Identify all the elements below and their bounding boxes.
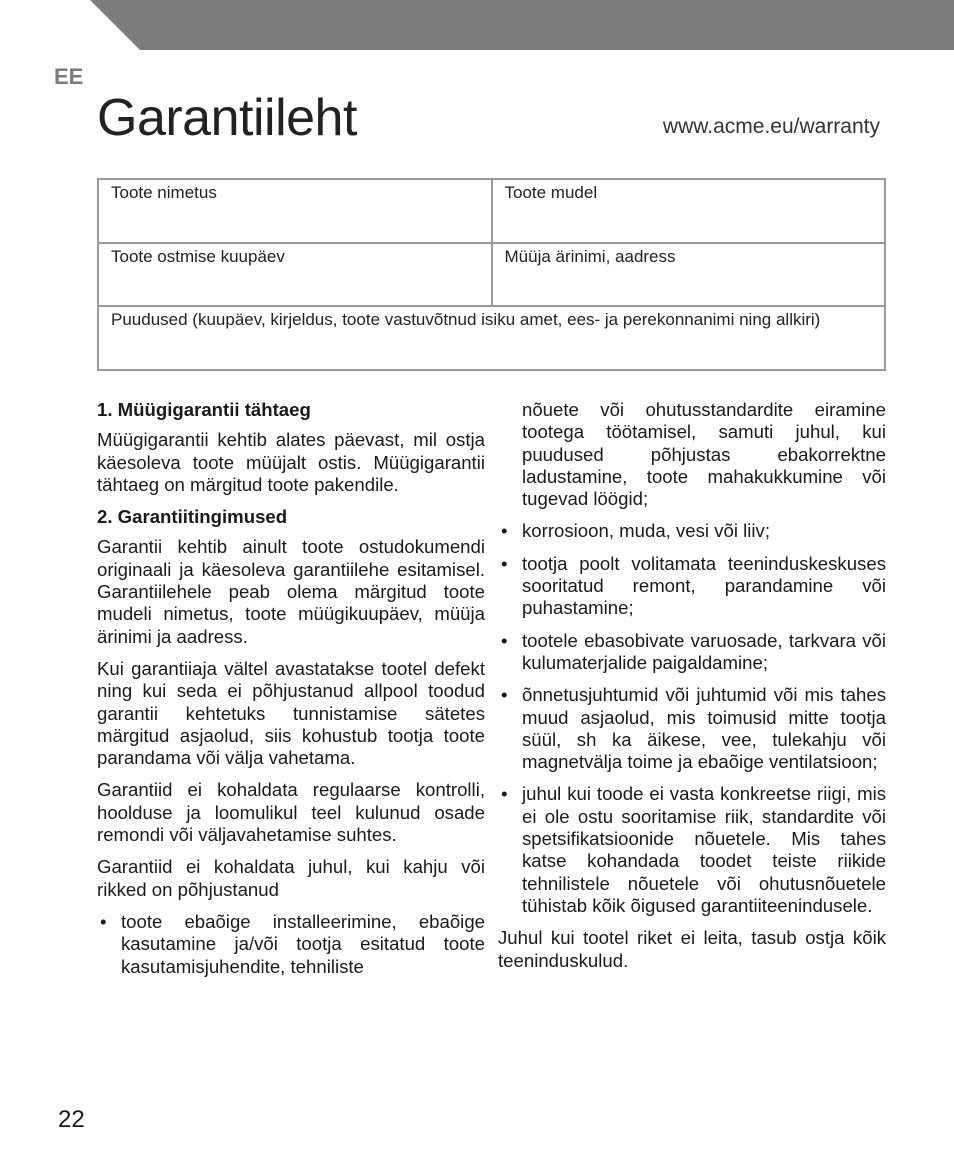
list-item-text: õnnetusjuhtumid või juhtumid või mis tahes muud asjaolud, mis toimusid mitte tootja süül, sh ka äikese, vee, tulekahju või magnetvälja toime ja ebaõige ventilatsioon; xyxy=(522,684,886,773)
product-model-label: Toote mudel xyxy=(504,183,598,202)
list-item-text: korrosioon, muda, vesi või liiv; xyxy=(522,520,771,542)
purchase-date-field[interactable] xyxy=(98,243,492,306)
bullet-icon: • xyxy=(100,910,107,932)
list-item-continuation: nõuete või ohutusstandardite eiramine tootega töötamisel, samuti juhul, kui puudused põhjustas ebakorrektne ladustamine, toote mahakukkumine või tugevad löögid; xyxy=(522,399,886,510)
page-number: 22 xyxy=(58,1106,85,1133)
warranty-form-table xyxy=(97,178,886,371)
list-item xyxy=(97,911,485,978)
list-item-text: tootele ebasobivate varuosade, tarkvara või kulumaterjalide paigaldamine; xyxy=(522,629,886,673)
paragraph: Garantiid ei kohaldata regulaarse kontrolli, hoolduse ja loomulikul teel kulunud osade remondi või väljavahetamise suhtes. xyxy=(97,779,485,846)
product-model-field[interactable] xyxy=(492,179,886,243)
bullet-icon: • xyxy=(501,684,508,706)
list-item xyxy=(498,684,886,773)
seller-field[interactable] xyxy=(492,243,886,306)
seller-label: Müüja ärinimi, aadress xyxy=(504,247,676,266)
list-item-text: juhul kui toode ei vasta konkreetse riigi, mis ei ole ostu sooritamise riik, standardite või spetsifikatsioonide nõuetele. Mis tahes katse kohandada toodet teiste riikide tehnilistele nõuetele või ohutusnõuetele tühistab kõik õigused garantiiteenindusele. xyxy=(522,783,886,916)
list-item xyxy=(498,630,886,675)
exclusions-list xyxy=(97,911,485,978)
paragraph: Kui garantiiaja vältel avastatakse tootel defekt ning kui seda ei põhjustanud allpool toodud garantii kehtetuks tunnistamise sätetes märgitud asjaolud, siis kohustub tootja toote parandama või välja vahetama. xyxy=(97,657,485,769)
paragraph: Garantiid ei kohaldata juhul, kui kahju või rikked on põhjustanud xyxy=(97,856,485,900)
defects-label: Puudused (kuupäev, kirjeldus, toote vastuvõtnud isiku amet, ees- ja perekonnanimi ning allkiri) xyxy=(111,310,821,329)
header-band xyxy=(0,0,954,50)
purchase-date-label: Toote ostmise kuupäev xyxy=(111,247,285,266)
section-2-heading: 2. Garantiitingimused xyxy=(97,506,288,528)
list-item-text: tootja poolt volitamata teeninduskeskuses sooritatud remont, parandamine või puhastamine; xyxy=(522,552,886,619)
list-item-text: toote ebaõige installeerimine, ebaõige kasutamine ja/või tootja esitatud toote kasutamisjuhendite, tehniliste xyxy=(121,910,485,977)
product-name-field[interactable] xyxy=(98,179,492,243)
closing-paragraph: Juhul kui tootel riket ei leita, tasub ostja kõik teeninduskulud. xyxy=(498,927,886,971)
language-tag: EE xyxy=(54,64,84,89)
bullet-icon: • xyxy=(501,629,508,651)
bullet-icon: • xyxy=(501,552,508,574)
paragraph: Garantii kehtib ainult toote ostudokumendi originaali ja käesoleva garantiilehe esitamisel. Garantiilehele peab olema märgitud toote mudeli nimetus, toote müügikuupäev, müüja ärinimi ja aadress. xyxy=(97,536,485,647)
left-column xyxy=(97,399,485,988)
right-column xyxy=(498,399,886,982)
warranty-url: www.acme.eu/warranty xyxy=(662,115,880,138)
page-title: Garantiileht xyxy=(97,89,357,147)
bullet-icon: • xyxy=(501,520,508,542)
list-item xyxy=(498,520,886,542)
defects-field[interactable] xyxy=(98,306,885,370)
exclusions-list-continued xyxy=(498,520,886,917)
list-item xyxy=(498,553,886,620)
bullet-icon: • xyxy=(501,783,508,805)
list-item xyxy=(498,783,886,917)
product-name-label: Toote nimetus xyxy=(111,183,217,202)
section-1-heading: 1. Müügigarantii tähtaeg xyxy=(97,399,311,420)
section-1-text: Müügigarantii kehtib alates päevast, mil ostja käesoleva toote müüjalt ostis. Müügigarantii tähtaeg on märgitud toote pakendile. xyxy=(97,429,485,495)
